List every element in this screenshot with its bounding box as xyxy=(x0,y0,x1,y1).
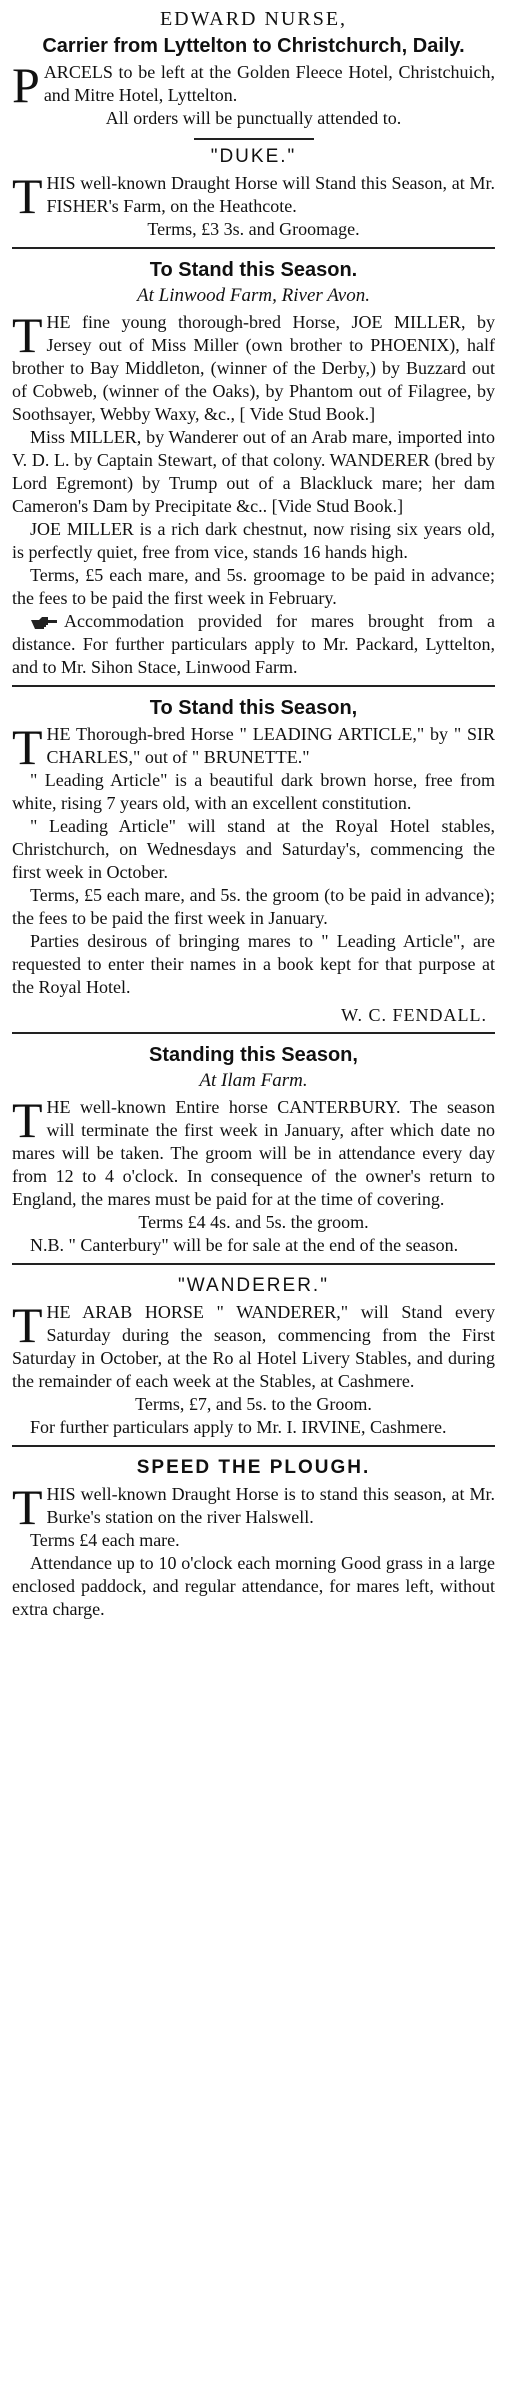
ad-paragraph xyxy=(12,610,495,679)
ad-body-text: HE Thorough-bred Horse " LEADING ARTICLE," by " SIR CHARLES," out of " BRUNETTE." xyxy=(46,724,495,767)
ad-title: To Stand this Season. xyxy=(149,259,358,281)
ad-paragraph: " Leading Article" is a beautiful dark brown horse, free from white, rising 7 years old, with an excellent constitution. xyxy=(12,770,495,813)
drop-cap: T xyxy=(12,1092,43,1148)
ad-joe-miller xyxy=(12,247,495,679)
ad-paragraph: N.B. " Canterbury" will be for sale at the end of the season. xyxy=(30,1235,459,1255)
ad-duke xyxy=(12,146,495,241)
ad-title: EDWARD NURSE, xyxy=(159,8,348,30)
ad-paragraph: Terms, £5 each mare, and 5s. the groom (to be paid in advance); the fees to be paid the first week in January. xyxy=(12,885,495,928)
ad-body-text: HE well-known Entire horse CANTERBURY. The season will terminate the first week in January, after which date no mares will be taken. The groom will be in attendance every day from 12 to 4 o'clock. In consequence of the owner's return to England, the mares must be paid for at the time of covering. xyxy=(12,1097,495,1209)
ad-signature: W. C. FENDALL. xyxy=(341,1005,487,1025)
ad-body-text: HE ARAB HORSE " WANDERER," will Stand every Saturday during the season, commencing from the First Saturday in October, at the Ro al Hotel Livery Stables, and during the remainder of each week at the Stables, at Cashmere. xyxy=(12,1302,495,1391)
ad-body-text: HIS well-known Draught Horse will Stand this Season, at Mr. FISHER's Farm, on the Heathcote. xyxy=(46,173,495,216)
ad-body-text: ARCELS to be left at the Golden Fleece Hotel, Christchuich, and Mitre Hotel, Lyttelton. xyxy=(43,62,495,105)
ad-title: "WANDERER." xyxy=(178,1275,329,1296)
ad-paragraph: " Leading Article" will stand at the Royal Hotel stables, Christchurch, on Wednesdays and Saturday's, commencing the first week in October. xyxy=(12,816,495,882)
ad-subtitle: At Ilam Farm. xyxy=(199,1070,308,1091)
ad-subtitle: At Linwood Farm, River Avon. xyxy=(137,285,370,306)
ad-terms: Terms £4 each mare. xyxy=(30,1530,180,1550)
ad-body xyxy=(12,307,495,426)
ad-paragraph: Parties desirous of bringing mares to " Leading Article", are requested to enter their names in a book kept for that purpose at the Royal Hotel. xyxy=(12,931,495,997)
drop-cap: T xyxy=(12,1479,43,1535)
drop-cap: P xyxy=(12,57,40,113)
ad-body-text: Accommodation provided for mares brought from a distance. For further particulars apply to Mr. Packard, Lyttelton, and to Mr. Sihon Stace, Linwood Farm. xyxy=(12,611,495,677)
ad-terms: Terms £4 4s. and 5s. the groom. xyxy=(138,1212,369,1232)
ad-title: SPEED THE PLOUGH. xyxy=(136,1457,371,1478)
ad-paragraph: Attendance up to 10 o'clock each morning Good grass in a large enclosed paddock, and regular attendance, for mares left, without extra charge. xyxy=(12,1553,495,1619)
ad-body xyxy=(12,168,495,224)
ad-title: "DUKE." xyxy=(210,146,297,167)
ad-title: Standing this Season, xyxy=(149,1044,358,1066)
drop-cap: T xyxy=(12,1297,43,1353)
ad-paragraph: Miss MILLER, by Wanderer out of an Arab mare, imported into V. D. L. by Captain Stewart, of that colony. WANDERER (bred by Lord Egremont) by Trump out of a Blackluck mare; her dam Cameron's Dam by Precipitate &c.. [Vide Stud Book.] xyxy=(12,427,495,516)
ad-body xyxy=(12,1297,495,1393)
ad-subtitle: Carrier from Lyttelton to Christchurch, Daily. xyxy=(42,35,465,57)
ad-body xyxy=(12,57,495,113)
ad-title: To Stand this Season, xyxy=(149,697,358,719)
ad-edward-nurse xyxy=(12,8,495,140)
ad-body xyxy=(12,1092,495,1211)
ad-terms: Terms, £7, and 5s. to the Groom. xyxy=(135,1394,372,1414)
pointing-hand-icon xyxy=(30,616,58,630)
drop-cap: T xyxy=(12,168,43,224)
ad-paragraph: For further particulars apply to Mr. I. IRVINE, Cashmere. xyxy=(30,1417,447,1437)
ad-paragraph: JOE MILLER is a rich dark chestnut, now rising six years old, is perfectly quiet, free from vice, stands 16 hands high. xyxy=(12,519,495,562)
ad-wanderer xyxy=(12,1263,495,1439)
ad-body-text: HE fine young thorough-bred Horse, JOE MILLER, by Jersey out of Miss Miller (own brother to PHOENIX), half brother to Bay Middleton, (winner of the Derby,) by Buzzard out of Cobweb, (winner of the Oaks), by Phantom out of Filagree, by Soothsayer, Webby Waxy, &c., [ Vide Stud Book.] xyxy=(12,312,495,424)
ad-body xyxy=(12,719,495,775)
ad-terms: Terms, £3 3s. and Groomage. xyxy=(147,219,360,239)
drop-cap: T xyxy=(12,307,43,363)
ad-speed-the-plough xyxy=(12,1445,495,1621)
ad-paragraph: Terms, £5 each mare, and 5s. groomage to be paid in advance; the fees to be paid the first week in February. xyxy=(12,565,495,608)
ad-canterbury xyxy=(12,1032,495,1257)
ad-body-text: HIS well-known Draught Horse is to stand this season, at Mr. Burke's station on the river Halswell. xyxy=(46,1484,495,1527)
ad-leading-article xyxy=(12,685,495,1026)
ad-body xyxy=(12,1479,495,1535)
ad-line: All orders will be punctually attended to. xyxy=(105,108,402,128)
newspaper-column xyxy=(6,0,501,1621)
divider xyxy=(194,138,314,140)
drop-cap: T xyxy=(12,719,43,775)
